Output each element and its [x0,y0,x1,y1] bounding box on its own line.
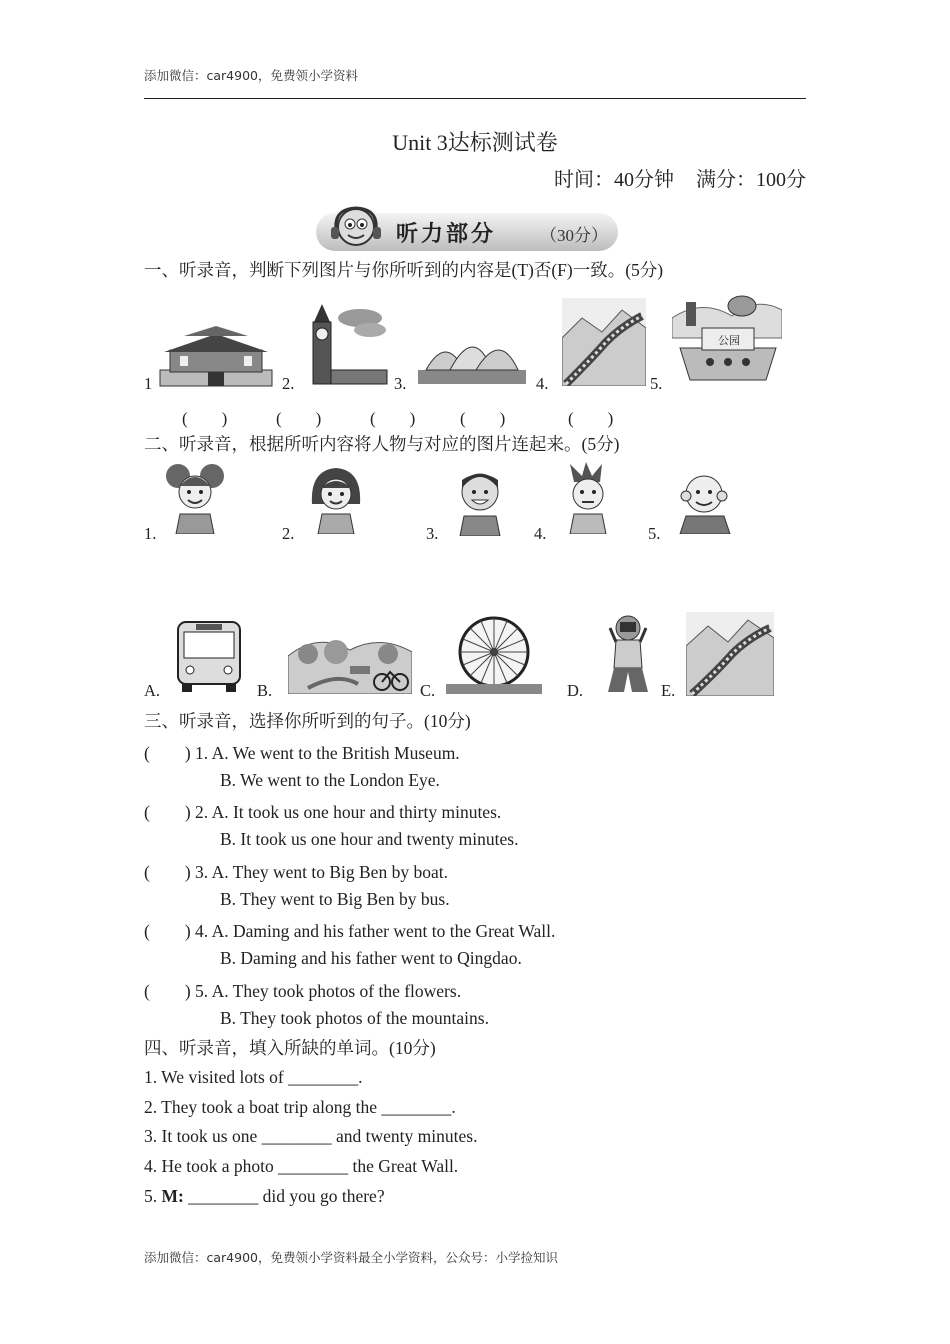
s1-number-5: 5. [650,374,663,393]
bus-picture [172,618,246,694]
s3-item-1-option-b: B. We went to the London Eye. [220,770,440,790]
s3-item-5-option-a: ( ) 5. A. They took photos of the flowers. [144,981,462,1001]
headphones-mascot-icon [326,203,390,255]
s3-item-3-option-b: B. They went to Big Ben by bus. [220,889,450,909]
s3-item-3-option-a: ( ) 3. A. They went to Big Ben by boat. [144,862,448,882]
s2-person-number-2: 2. [282,524,295,543]
banner-points: （30分） [540,226,608,245]
s3-item-2-option-a: ( ) 2. A. It took us one hour and thirty minutes. [144,802,502,822]
boy-spiky-hair-picture [560,462,620,534]
s1-answer-blank[interactable]: ( ) [370,409,416,428]
exam-meta [554,163,806,192]
s2-picture-letter-a: A. [144,681,161,700]
s1-number-4: 4. [536,374,549,393]
s4-item-5-number: 5. [144,1186,162,1206]
opera-house-picture [416,320,528,384]
s2-picture-letter-d: D. [567,681,584,700]
s4-item-5 [144,1186,385,1207]
big-ben-picture [298,300,390,386]
s4-item-1: 1. We visited lots of ________. [144,1067,363,1087]
s3-item-5-option-b: B. They took photos of the mountains. [220,1008,489,1028]
listening-banner [316,203,618,253]
s2-person-number-1: 1. [144,524,157,543]
s1-answer-blank[interactable]: ( ) [276,409,322,428]
s2-picture-letter-b: B. [257,681,273,700]
page-title: Unit 3达标测试卷 [392,130,558,155]
london-eye-picture [446,614,542,694]
s3-item-2-option-b: B. It took us one hour and twenty minutes. [220,829,519,849]
s4-item-5-text: ________ did you go there? [183,1186,385,1206]
s1-number-3: 3. [394,374,407,393]
section3-heading: 三、听录音，选择你所听到的句子。(10分) [144,711,471,731]
s2-person-number-4: 4. [534,524,547,543]
boy-smiling-picture [454,466,506,536]
header-rule [144,98,806,99]
s4-item-5-speaker: M: [161,1186,184,1206]
s2-picture-letter-e: E. [661,681,676,700]
s4-item-3: 3. It took us one ________ and twenty minutes. [144,1126,478,1146]
park-bicycle-picture [288,632,412,694]
s1-answer-blank[interactable]: ( ) [460,409,506,428]
great-wall-picture-1 [562,298,646,386]
park-sign-text: 公园 [718,334,740,347]
s3-item-1-option-a: ( ) 1. A. We went to the British Museum. [144,743,460,763]
girl-puffs-picture [164,462,226,534]
palace-gate-picture [156,326,276,388]
footer-note: 添加微信：car4900，免费领小学资料最全小学资料，公众号：小学捡知识 [144,1250,558,1265]
girl-short-hair-picture [306,464,366,534]
s2-person-number-3: 3. [426,524,439,543]
bald-man-picture [674,470,736,534]
header-note: 添加微信：car4900，免费领小学资料 [144,68,358,83]
s4-item-4: 4. He took a photo ________ the Great Wall. [144,1156,459,1176]
s1-number-2: 2. [282,374,295,393]
s1-number-1: 1 [144,374,153,393]
boat-park-picture [672,288,782,388]
s2-person-number-5: 5. [648,524,661,543]
banner-label: 听力部分 [396,222,497,247]
section2-heading: 二、听录音，根据所听内容将人物与对应的图片连起来。(5分) [144,434,620,454]
s1-answer-blank[interactable]: ( ) [182,409,228,428]
s1-answer-blank[interactable]: ( ) [568,409,614,428]
score-label: 满分：100分 [696,169,806,191]
photographer-picture [602,612,658,694]
s4-item-2: 2. They took a boat trip along the ________. [144,1097,456,1117]
section4-heading: 四、听录音，填入所缺的单词。(10分) [144,1038,436,1058]
s2-picture-letter-c: C. [420,681,436,700]
section1-heading: 一、听录音，判断下列图片与你所听到的内容是(T)否(F)一致。(5分) [144,260,664,280]
s3-item-4-option-a: ( ) 4. A. Daming and his father went to the Great Wall. [144,921,556,941]
time-label: 时间：40分钟 [554,169,674,191]
great-wall-picture-2 [686,612,774,696]
s3-item-4-option-b: B. Daming and his father went to Qingdao. [220,948,522,968]
